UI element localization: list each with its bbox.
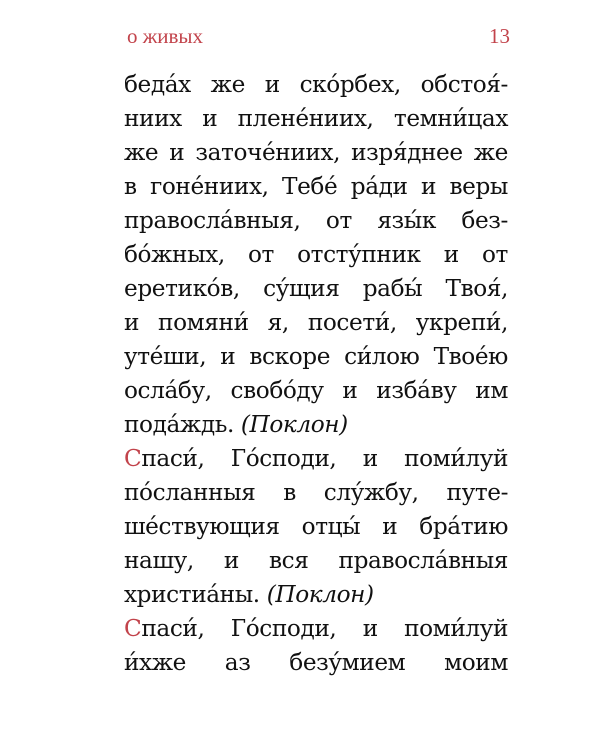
word: Твоя́, [445,275,508,302]
word: и [124,309,140,336]
word: обстоя́- [420,71,508,98]
paragraph-last-line [124,578,508,612]
word: Тебе́ [282,173,338,200]
word: от [481,241,508,268]
word: посети́, [307,309,397,336]
word: и [443,241,459,268]
word: моим [444,649,508,676]
word: бра́тию [419,513,508,540]
text-line [124,646,508,680]
red-initial: С [124,615,142,642]
word: в [124,173,137,200]
word: ра́ди [350,173,408,200]
word: отцы́ [301,513,361,540]
first-line-rest: паси́, [141,445,205,472]
word: же [124,139,159,166]
running-header [127,24,510,50]
word: ниих [124,105,182,132]
word: еретико́в, [124,275,240,302]
word: беда́х [124,71,191,98]
word: веры [449,173,508,200]
word: укрепи́, [415,309,508,336]
word: правосла́вныя [338,547,508,574]
word: аз [224,649,251,676]
text-line [124,238,508,272]
word [124,612,204,646]
text-fragment: христиа́ны. [124,581,260,608]
word: плене́ниих, [237,105,374,132]
paragraph-first-line [124,442,508,476]
word: осла́бу, [124,377,212,404]
word: в [283,479,296,506]
text-line [124,340,508,374]
word: бо́жных, [124,241,225,268]
word: язы́к [377,207,436,234]
word: Го́споди, [230,445,337,472]
word: и [342,377,358,404]
word: по́сланныя [124,479,256,506]
text-line [124,476,508,510]
word [124,442,204,476]
bow-rubric: (Поклон) [266,581,374,608]
word: путе- [446,479,508,506]
word: темни́цах [393,105,508,132]
text-line [124,68,508,102]
word: отсту́пник [297,241,421,268]
text-line [124,170,508,204]
text-line [124,204,508,238]
text-line [124,272,508,306]
word: рабы́ [362,275,423,302]
bow-rubric: (Поклон) [240,411,348,438]
page-number: 13 [489,24,510,48]
word: и [264,71,280,98]
word: я, [267,309,289,336]
word: и [362,445,378,472]
word: свобо́ду [230,377,324,404]
paragraph-last-line [124,408,508,442]
word: безу́мием [289,649,406,676]
word: от [247,241,274,268]
word: ско́рбех, [299,71,401,98]
word: и [223,547,239,574]
text-line [124,136,508,170]
word: изба́ву [376,377,457,404]
word: ше́ствующия [124,513,280,540]
word: уте́ши, [124,343,207,370]
text-line [124,102,508,136]
word: слу́жбу, [323,479,419,506]
word: же [210,71,245,98]
text-line [124,306,508,340]
word: и [362,615,378,642]
word: поми́луй [404,615,508,642]
word: и́хже [124,649,186,676]
word: изря́днее [351,139,463,166]
word: вскоре [249,343,331,370]
word: гоне́ниих, [150,173,269,200]
word: помяни́ [158,309,249,336]
word: Твое́ю [433,343,508,370]
word: и [202,105,218,132]
word: поми́луй [404,445,508,472]
word: без- [461,207,508,234]
word: и [220,343,236,370]
text-line [124,510,508,544]
word: и [382,513,398,540]
word: су́щия [263,275,340,302]
word: же [473,139,508,166]
word: и [169,139,185,166]
red-initial: С [124,445,142,472]
word: заточе́ниих, [195,139,341,166]
word: от [325,207,352,234]
word: правосла́вныя, [124,207,301,234]
word: вся [269,547,309,574]
word: и [421,173,437,200]
text-line [124,374,508,408]
first-line-rest: паси́, [141,615,205,642]
text-fragment: пода́ждь. [124,411,234,438]
section-title: о живых [127,24,204,48]
word: им [475,377,508,404]
word: нашу, [124,547,194,574]
paragraph-first-line [124,612,508,646]
prayer-text [124,68,508,680]
word: Го́споди, [230,615,337,642]
text-line [124,544,508,578]
word: си́лою [344,343,420,370]
